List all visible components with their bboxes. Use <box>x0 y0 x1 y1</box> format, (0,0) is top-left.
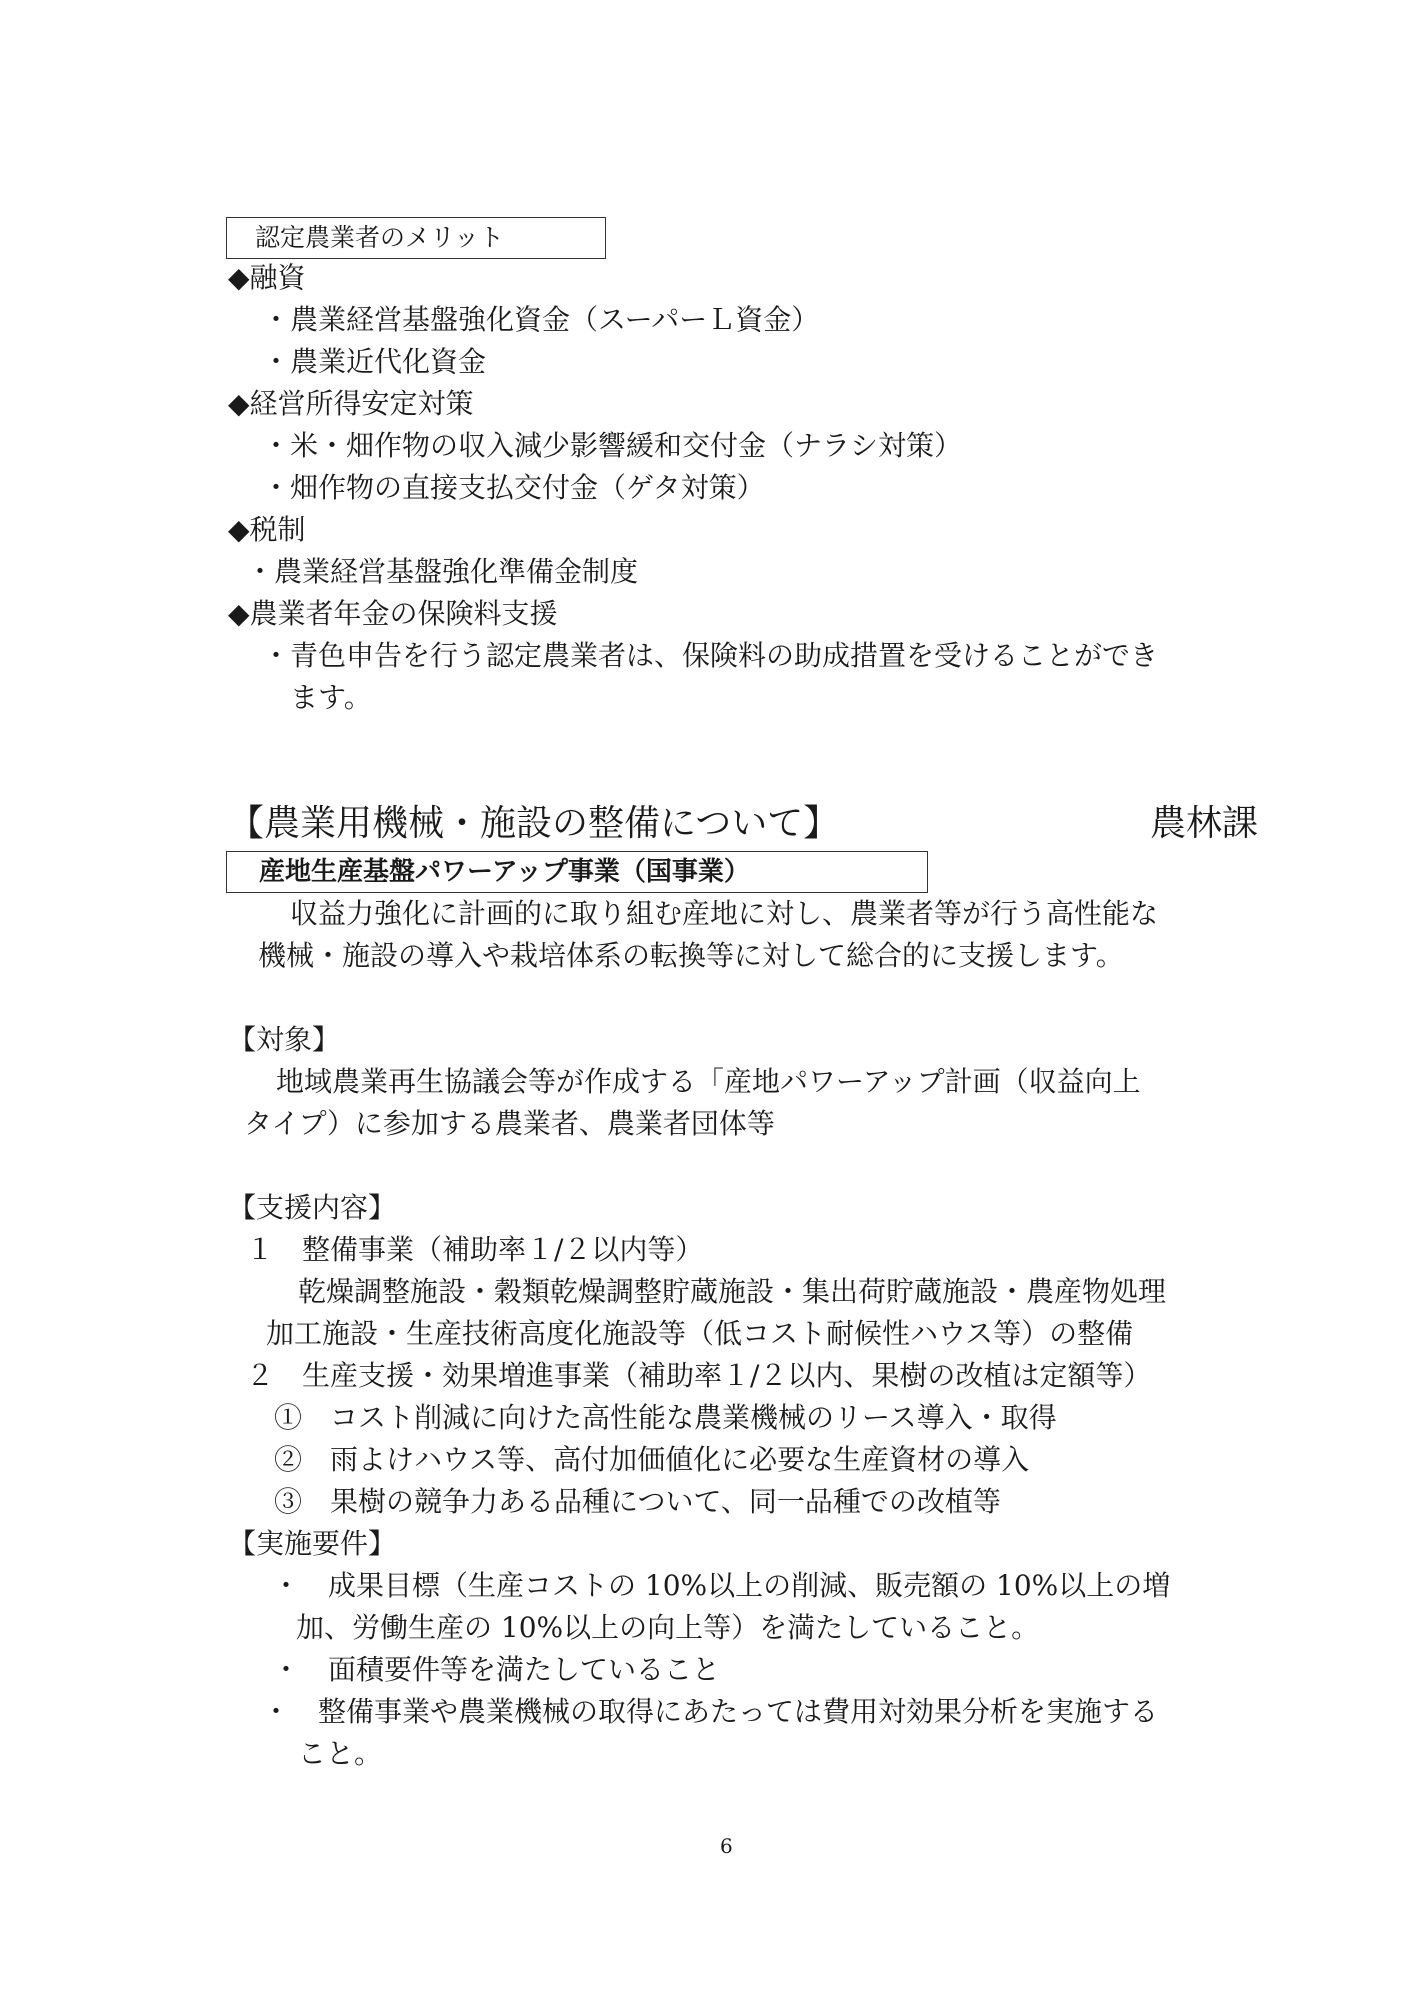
program-title: 産地生産基盤パワーアップ事業（国事業） <box>259 857 750 887</box>
requirement-item: ・ 整備事業や農業機械の取得にあたっては費用対効果分析を実施する <box>262 1695 1159 1728</box>
requirement-item: ・ 面積要件等を満たしていること <box>272 1653 721 1686</box>
target-text: 地域農業再生協議会等が作成する「産地パワーアップ計画（収益向上 <box>276 1065 1141 1098</box>
support-sub-item: ① コスト削減に向けた高性能な農業機械のリース導入・取得 <box>274 1401 1057 1434</box>
intro-line: 収益力強化に計画的に取り組む産地に対し、農業者等が行う高性能な <box>290 897 1159 930</box>
support-item-text: 加工施設・生産技術高度化施設等（低コスト耐候性ハウス等）の整備 <box>266 1317 1134 1350</box>
merit-title-box <box>226 217 606 259</box>
program-title-box <box>226 851 928 893</box>
merit-item: ・農業近代化資金 <box>262 345 487 378</box>
merit-item: ・青色申告を行う認定農業者は、保険料の助成措置を受けることができ <box>262 639 1159 672</box>
support-item-title: ２ 生産支援・効果増進事業（補助率１/２以内、果樹の改植は定額等） <box>246 1359 1152 1392</box>
merit-item: ・米・畑作物の収入減少影響緩和交付金（ナラシ対策） <box>262 429 963 462</box>
requirements-label: 【実施要件】 <box>228 1527 397 1560</box>
page-section-heading: 【農業用機械・施設の整備について】 <box>228 803 840 844</box>
merit-section-header: ◆税制 <box>228 513 306 546</box>
department-label: 農林課 <box>1150 803 1259 844</box>
merit-item: ・農業経営基盤強化準備金制度 <box>246 555 639 588</box>
support-item-title: １ 整備事業（補助率１/２以内等） <box>246 1233 704 1266</box>
intro-line: 機械・施設の導入や栽培体系の転換等に対して総合的に支援します。 <box>258 939 1124 972</box>
merit-item: ます。 <box>290 681 372 714</box>
merit-item: ・畑作物の直接支払交付金（ゲタ対策） <box>262 471 765 504</box>
merit-section-header: ◆農業者年金の保険料支援 <box>228 597 558 630</box>
support-item-text: 乾燥調整施設・穀類乾燥調整貯蔵施設・集出荷貯蔵施設・農産物処理 <box>298 1275 1167 1308</box>
target-text: タイプ）に参加する農業者、農業者団体等 <box>244 1107 775 1140</box>
support-sub-item: ③ 果樹の競争力ある品種について、同一品種での改植等 <box>274 1485 1001 1518</box>
page-number: 6 <box>720 1834 733 1858</box>
merit-section-header: ◆経営所得安定対策 <box>228 387 474 420</box>
requirement-item: こと。 <box>298 1737 383 1770</box>
merit-section-header: ◆融資 <box>228 261 306 294</box>
requirement-item: 加、労働生産の 10%以上の向上等）を満たしていること。 <box>296 1611 1040 1644</box>
support-label: 【支援内容】 <box>228 1191 397 1224</box>
target-label: 【対象】 <box>228 1023 341 1056</box>
requirement-item: ・ 成果目標（生産コストの 10%以上の削減、販売額の 10%以上の増 <box>272 1569 1171 1602</box>
merit-title: 認定農業者のメリット <box>255 223 505 252</box>
merit-item: ・農業経営基盤強化資金（スーパーＬ資金） <box>262 303 820 336</box>
support-sub-item: ② 雨よけハウス等、高付加価値化に必要な生産資材の導入 <box>274 1443 1030 1476</box>
